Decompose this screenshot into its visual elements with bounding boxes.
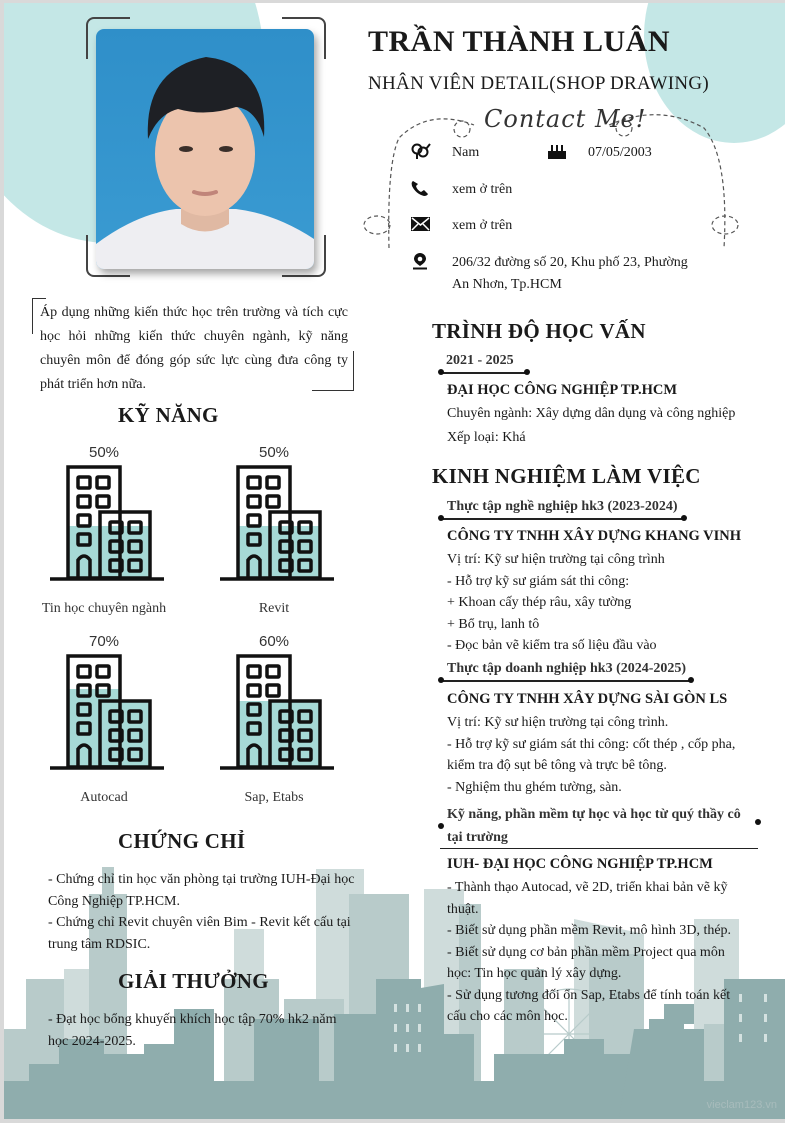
job-line: - Hỗ trợ kỹ sư giám sát thi công:: [447, 573, 630, 589]
timeline-line: [441, 518, 685, 520]
job-line: + Bổ trụ, lanh tô: [447, 616, 540, 632]
job-description: [447, 877, 767, 1028]
skill-label: Revit: [258, 601, 290, 616]
education-details: [447, 403, 735, 448]
email-value: xem ở trên: [452, 218, 513, 233]
skill-item: [204, 633, 344, 806]
timeline-line: [441, 680, 692, 682]
job-line: học: Tin học quản lý xây dựng.: [447, 966, 622, 981]
job-line: - Biết sử dụng phần mềm Revit, mô hình 3D, thép.: [447, 923, 732, 938]
education-major: Chuyên ngành: Xây dựng dân dụng và công nghiệp: [447, 406, 736, 421]
certificates-list: [48, 869, 378, 955]
contact-phone: [410, 179, 512, 201]
birthday-value: 07/05/2003: [588, 145, 652, 160]
award-line: - Đạt học bổng khuyến khích học tập 70% hk2 năm: [48, 1012, 337, 1027]
job-line: - Biết sử dụng cơ bản phần mềm Project qua môn: [447, 944, 725, 960]
job-company: CÔNG TY TNHH XÂY DỰNG KHANG VINH: [447, 528, 742, 544]
person-portrait-icon: [96, 29, 314, 269]
contact-birthday: [546, 142, 652, 164]
skill-item: [34, 444, 174, 617]
job-line: - Đọc bản vẽ kiểm tra số liệu đầu vào: [447, 638, 657, 653]
skill-label: Tin học chuyên ngành: [41, 601, 167, 616]
job-line: Vị trí: Kỹ sư hiện trường tại công trình: [447, 552, 665, 567]
location-pin-icon: [410, 252, 432, 270]
timeline-dot: [438, 515, 444, 521]
timeline-dot: [681, 515, 687, 521]
profile-photo: [96, 29, 314, 269]
skills-heading: KỸ NĂNG: [118, 403, 219, 427]
job-period-line: tại trường: [447, 830, 508, 845]
contact-gender: [410, 142, 479, 164]
awards-list: [48, 1009, 378, 1052]
job-title: NHÂN VIÊN DETAIL(SHOP DRAWING): [368, 73, 710, 94]
job-period: Thực tập doanh nghiệp hk3 (2024-2025): [447, 661, 687, 676]
certificate-line: Công Nghiệp TP.HCM.: [48, 893, 180, 909]
contact-email: [410, 215, 512, 237]
contact-me-heading: Contact Me!: [484, 105, 647, 133]
timeline-dot: [438, 677, 444, 683]
skill-percent: 50%: [88, 444, 120, 461]
building-progress-icon: [204, 462, 344, 590]
job-company: IUH- ĐẠI HỌC CÔNG NGHIỆP TP.HCM: [447, 856, 713, 872]
building-progress-icon: [204, 651, 344, 779]
skill-label: Autocad: [80, 790, 128, 805]
experience-heading: KINH NGHIỆM LÀM VIỆC: [432, 464, 701, 488]
job-period: [447, 803, 757, 849]
certificate-line: trung tâm RDSIC.: [48, 936, 151, 952]
job-line: thuật.: [447, 901, 479, 917]
career-objective: Áp dụng những kiến thức học trên trường và tích cực học hỏi những kiến thức chuyên ngành, kỹ năng chuyên môn để đóng góp sức lực cùng đưa công ty phát triển hơn nữa.: [40, 305, 348, 392]
timeline-dot: [438, 369, 444, 375]
watermark: vieclam123.vn: [706, 1099, 777, 1111]
skill-percent: 50%: [258, 444, 290, 461]
job-period-line: Kỹ năng, phần mềm tự học và học từ quý thầy cô: [447, 807, 741, 822]
gender-icon: [410, 142, 432, 160]
timeline-dot: [688, 677, 694, 683]
education-school: ĐẠI HỌC CÔNG NGHIỆP TP.HCM: [447, 382, 678, 398]
job-line: - Thành thạo Autocad, vẽ 2D, triển khai bản vẽ kỹ: [447, 880, 728, 895]
certificate-line: - Chứng chỉ Revit chuyên viên Bim - Revit kết cấu tại: [48, 915, 351, 930]
timeline-line: [440, 848, 758, 849]
job-description: [447, 712, 735, 798]
job-description: [447, 549, 665, 657]
job-line: Vị trí: Kỹ sư hiện trường tại công trình.: [447, 715, 669, 730]
address-line-2: An Nhơn, Tp.HCM: [452, 277, 562, 292]
awards-heading: GIẢI THƯỞNG: [118, 969, 269, 993]
building-progress-icon: [34, 651, 174, 779]
contact-address: [410, 252, 688, 296]
timeline-dot: [438, 823, 444, 829]
cv-page: [4, 3, 785, 1119]
skill-percent: 70%: [88, 633, 120, 650]
birthday-cake-icon: [546, 142, 568, 160]
phone-value: xem ở trên: [452, 182, 513, 197]
profile-photo-frame: [86, 17, 326, 277]
phone-icon: [410, 179, 432, 197]
job-line: + Khoan cấy thép râu, xây tường: [447, 595, 632, 610]
job-line: cấu cho các môn học.: [447, 1009, 568, 1024]
timeline-dot: [755, 819, 761, 825]
job-line: - Nghiệm thu ghém tường, sàn.: [447, 779, 622, 795]
envelope-icon: [410, 215, 432, 233]
address-line-1: 206/32 đường số 20, Khu phố 23, Phường: [452, 255, 688, 270]
certificates-heading: CHỨNG CHỈ: [118, 829, 246, 853]
education-heading: TRÌNH ĐỘ HỌC VẤN: [432, 319, 646, 343]
skill-item: [204, 444, 344, 617]
job-line: - Hỗ trợ kỹ sư giám sát thi công: cốt thép , cốp pha,: [447, 736, 736, 752]
job-line: - Sử dụng tương đối ổn Sap, Etabs để tính toán kết: [447, 987, 731, 1003]
building-progress-icon: [34, 462, 174, 590]
award-line: học 2024-2025.: [48, 1033, 136, 1049]
job-line: kiểm tra độ sụt bê tông và trực bê tông.: [447, 758, 667, 773]
certificate-line: - Chứng chỉ tin học văn phòng tại trường IUH-Đại học: [48, 872, 355, 887]
timeline-dot: [524, 369, 530, 375]
skill-item: [34, 633, 174, 806]
skill-label: Sap, Etabs: [244, 790, 304, 805]
candidate-name: TRẦN THÀNH LUÂN: [368, 25, 670, 58]
skill-percent: 60%: [258, 633, 290, 650]
education-grade: Xếp loại: Khá: [447, 429, 526, 445]
job-company: CÔNG TY TNHH XÂY DỰNG SÀI GÒN LS: [447, 691, 728, 707]
timeline-line: [441, 372, 528, 374]
job-period: Thực tập nghề nghiệp hk3 (2023-2024): [447, 499, 678, 514]
education-period: 2021 - 2025: [446, 353, 514, 368]
gender-value: Nam: [452, 145, 480, 160]
